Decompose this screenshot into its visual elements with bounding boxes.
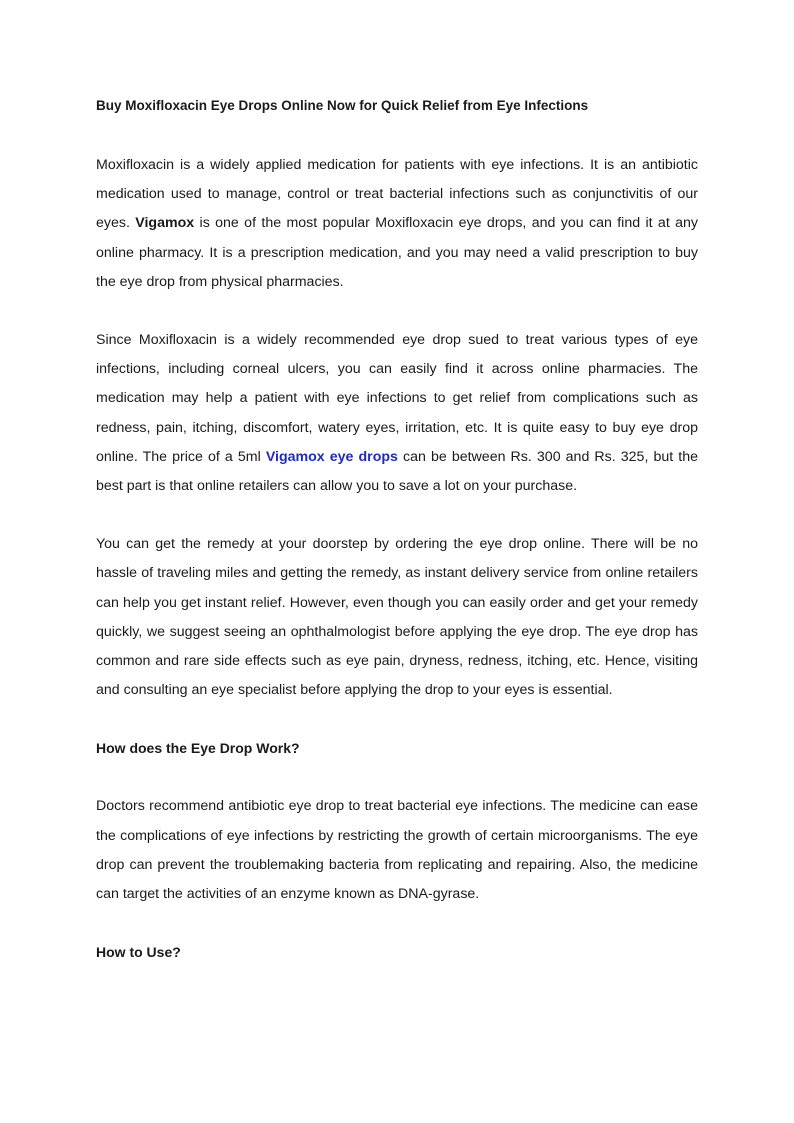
paragraph-mechanism: Doctors recommend antibiotic eye drop to treat bacterial eye infections. The medicine can ease the complications of eye infections by restricting the growth of certain microorganisms. The eye drop can prevent the troublemaking bacteria from replicating and repairing. Also, the medicine can target the activities of an enzyme known as DNA-gyrase. — [96, 798, 698, 903]
paragraph-availability-text-1: Since Moxifloxacin is a widely recommended eye drop sued to treat various types of eye infections, including corneal ulcers, you can easily find it across online pharmacies. The medication may help a patient with eye infections to get relief from complications such as redness, pain, itching, discomfort, watery eyes, irritation, etc. It is quite easy to buy eye drop online. The price of a 5ml — [96, 332, 698, 465]
heading-how-to-use: How to Use? — [96, 944, 181, 961]
paragraph-delivery: You can get the remedy at your doorstep by ordering the eye drop online. There will be no hassle of traveling miles and getting the remedy, as instant delivery service from online retailers can help you get instant relief. However, even though you can easily order and get your remedy quickly, we suggest seeing an ophthalmologist before applying the eye drop. The eye drop has common and rare side effects such as eye pain, dryness, redness, itching, etc. Hence, visiting and consulting an eye specialist before applying the drop to your eyes is essential. — [96, 536, 698, 699]
paragraph-intro-text-2: is one of the most popular Moxifloxacin eye drops, and you can find it at any online pharmacy. It is a prescription medication, and you may need a valid prescription to buy the eye drop from physical pharmacies. — [96, 215, 698, 290]
heading-how-it-works: How does the Eye Drop Work? — [96, 740, 300, 757]
vigamox-bold-text: Vigamox — [135, 215, 195, 232]
paragraph-availability — [96, 326, 698, 501]
document-title: Buy Moxifloxacin Eye Drops Online Now for Quick Relief from Eye Infections — [96, 98, 589, 113]
paragraph-intro-text-1: Moxifloxacin is a widely applied medication for patients with eye infections. It is an antibiotic medication used to manage, control or treat bacterial infections such as conjunctivitis of our eyes. — [96, 157, 698, 232]
document-page — [96, 96, 698, 962]
paragraph-intro — [96, 151, 698, 297]
paragraph-availability-text-2: can be between Rs. 300 and Rs. 325, but the best part is that online retailers can allow you to save a lot on your purchase. — [96, 448, 698, 495]
vigamox-eye-drops-link[interactable]: Vigamox eye drops — [265, 448, 398, 465]
